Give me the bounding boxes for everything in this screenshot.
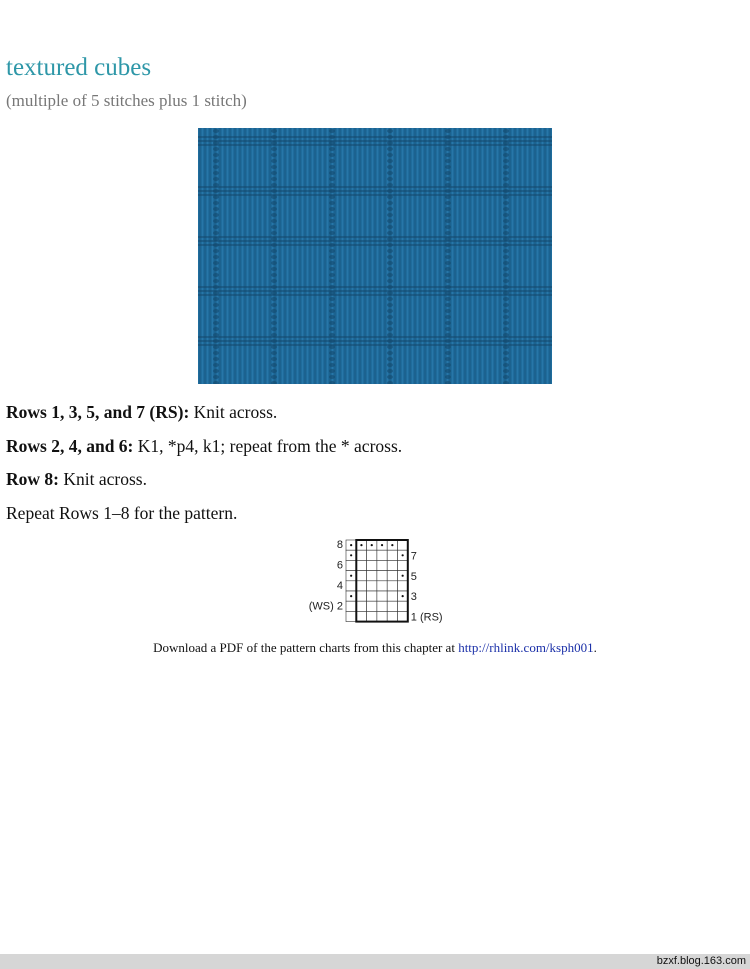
chart-cell [356,581,366,591]
page-subtitle: (multiple of 5 stitches plus 1 stitch) [6,91,247,110]
footer-bar [0,954,750,969]
chart-row-label: 5 [410,570,417,583]
instruction-text: Knit across. [189,402,278,422]
chart-cell [356,560,366,570]
chart-cell [356,591,366,601]
chart-cell [377,571,387,581]
chart-cell [387,591,397,601]
chart-cell [387,571,397,581]
purl-dot [350,575,352,577]
chart-cell [367,581,377,591]
chart-row-label: 7 [410,550,417,563]
stitch-chart-grid [302,537,452,629]
instruction-rows-even [6,436,402,457]
purl-dot [391,544,393,546]
chart-row-label: 4 [336,580,343,592]
chart-cell [356,550,366,560]
purl-dot [402,575,404,577]
chart-cell [367,560,377,570]
chart-cell [367,601,377,611]
chart-cell [387,550,397,560]
chart-cell [356,601,366,611]
download-link[interactable]: http://rhlink.com/ksph001 [458,640,594,655]
instruction-rows-odd [6,402,277,423]
chart-cell [377,560,387,570]
instruction-text: K1, *p4, k1; repeat from the * across. [133,436,403,456]
purl-dot [350,544,352,546]
chart-row-label: (WS) 2 [308,600,343,613]
purl-dot [371,544,373,546]
chart-cell [387,611,397,621]
chart-cell [356,571,366,581]
chart-cell [387,560,397,570]
page-title: textured cubes [6,54,152,81]
instruction-label: Row 8: [6,469,59,489]
chart-cell [398,611,408,621]
stitch-chart [302,537,452,629]
chart-cell [377,581,387,591]
instruction-row-8 [6,469,147,490]
chart-cell [377,591,387,601]
chart-cell [367,571,377,581]
chart-cell [346,560,356,570]
chart-cell [377,601,387,611]
chart-cell [387,601,397,611]
instruction-text: Repeat Rows 1–8 for the pattern. [6,503,238,523]
purl-dot [350,554,352,556]
chart-cell [346,611,356,621]
chart-cell [398,581,408,591]
knit-texture [198,128,552,384]
instruction-repeat [6,503,237,524]
chart-cell [367,550,377,560]
knit-swatch-photo [198,128,552,384]
chart-cell [377,550,387,560]
download-suffix: . [593,640,597,655]
purl-dot [402,595,404,597]
chart-cell [398,560,408,570]
chart-cell [398,540,408,550]
download-text: Download a PDF of the pattern charts from this chapter at [153,640,459,655]
purl-dot [360,544,362,546]
chart-cell [377,611,387,621]
chart-cell [387,581,397,591]
chart-cell [398,601,408,611]
chart-cell [356,611,366,621]
purl-dot [381,544,383,546]
instruction-text: Knit across. [58,469,147,489]
chart-cell [367,611,377,621]
chart-row-label: 8 [336,539,343,552]
chart-row-label: 6 [336,559,343,572]
instruction-label: Rows 1, 3, 5, and 7 (RS): [6,402,190,422]
chart-cell [346,601,356,611]
chart-row-label: 3 [410,591,417,604]
chart-cell [367,591,377,601]
purl-dot [350,595,352,597]
instruction-label: Rows 2, 4, and 6: [6,436,134,456]
purl-dot [402,554,404,556]
chart-row-label: 1 (RS) [410,611,443,624]
chart-cell [346,581,356,591]
footer-watermark: bzxf.blog.163.com [656,955,746,967]
download-note [0,640,750,656]
